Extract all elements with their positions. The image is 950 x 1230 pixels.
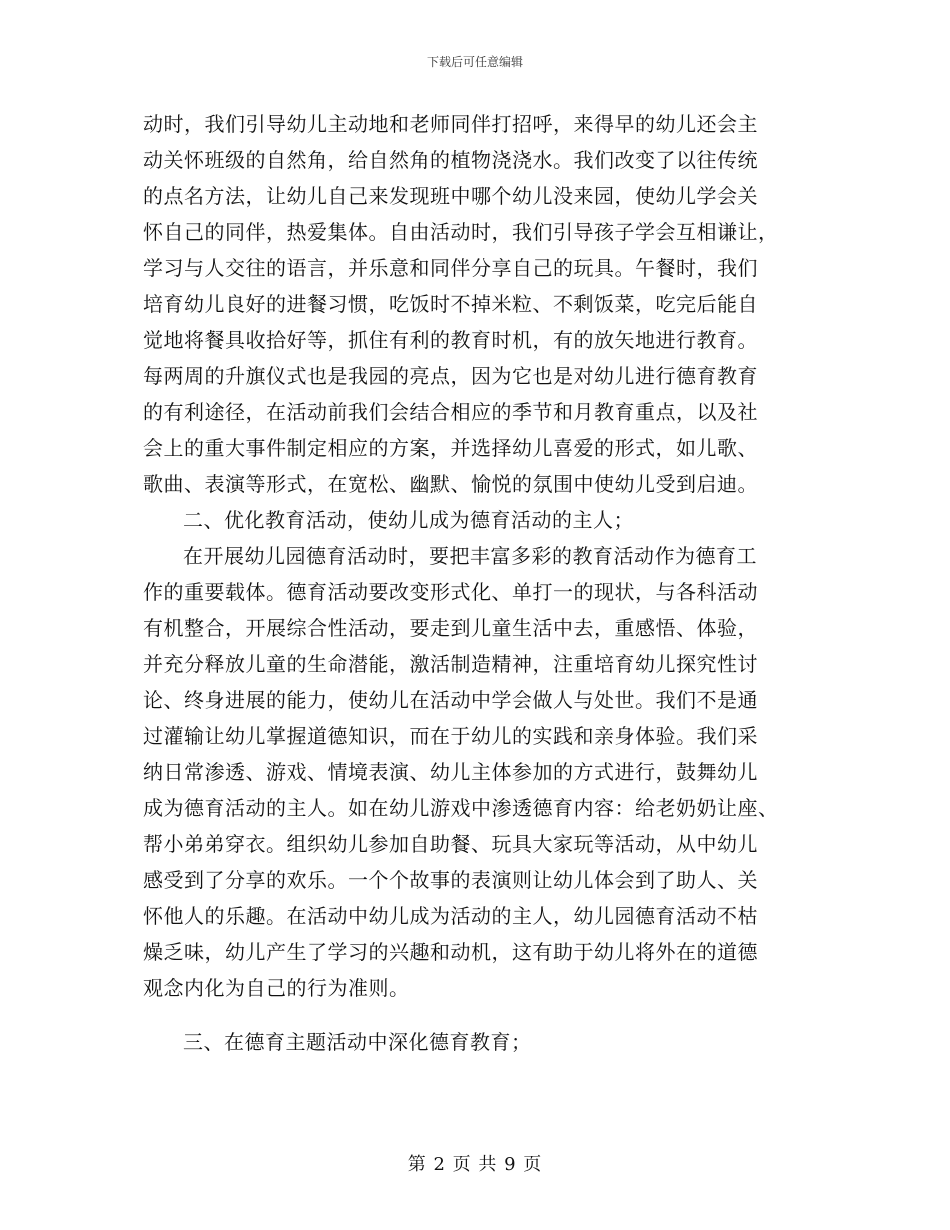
paragraph-2: [143, 538, 815, 1006]
paragraph-2-line: 燥乏味，幼儿产生了学习的兴趣和动机，这有助于幼儿将外在的道德: [143, 940, 758, 964]
paragraph-1-line: 歌曲、表演等形式，在宽松、幽默、愉悦的氛围中使幼儿受到启迪。: [143, 472, 758, 496]
paragraph-1-line: 每两周的升旗仪式也是我园的亮点，因为它也是对幼儿进行德育教育: [143, 364, 758, 388]
paragraph-1-line: 培育幼儿良好的进餐习惯，吃饭时不掉米粒、不剩饭菜，吃完后能自: [143, 292, 758, 316]
page-header: 下载后可任意编辑: [426, 55, 523, 69]
paragraph-gap: [143, 1006, 815, 1024]
paragraph-1-line: 的点名方法，让幼儿自己来发现班中哪个幼儿没来园，使幼儿学会关: [143, 184, 758, 208]
paragraph-2-line: 过灌输让幼儿掌握道德知识，而在于幼儿的实践和亲身体验。我们采: [143, 724, 758, 748]
paragraph-2-line: 感受到了分享的欢乐。一个个故事的表演则让幼儿体会到了助人、关: [143, 868, 758, 892]
paragraph-2-line: 成为德育活动的主人。如在幼儿游戏中渗透德育内容：给老奶奶让座、: [143, 796, 779, 820]
paragraph-1-line: 学习与人交往的语言，并乐意和同伴分享自己的玩具。午餐时，我们: [143, 256, 758, 280]
section-heading-2: 二、优化教育活动，使幼儿成为德育活动的主人；: [183, 508, 634, 532]
section-heading-3: 三、在德育主题活动中深化德育教育；: [183, 1030, 532, 1054]
paragraph-2-line: 纳日常渗透、游戏、情境表演、幼儿主体参加的方式进行，鼓舞幼儿: [143, 760, 758, 784]
paragraph-1-line: 动时，我们引导幼儿主动地和老师同伴打招呼，来得早的幼儿还会主: [143, 112, 758, 136]
paragraph-1-line: 动关怀班级的自然角，给自然角的植物浇浇水。我们改变了以往传统: [143, 148, 758, 172]
page-number-footer: 第 2 页 共 9 页: [407, 1154, 543, 1175]
paragraph-2-line: 作的重要载体。德育活动要改变形式化、单打一的现状，与各科活动: [143, 580, 758, 604]
paragraph-2-line: 有机整合，开展综合性活动，要走到儿童生活中去，重感悟、体验，: [143, 616, 758, 640]
paragraph-2-line: 并充分释放儿童的生命潜能，激活制造精神，注重培育幼儿探究性讨: [143, 652, 758, 676]
paragraph-1-line: 会上的重大事件制定相应的方案，并选择幼儿喜爱的形式，如儿歌、: [143, 436, 758, 460]
paragraph-1: [143, 106, 815, 502]
paragraph-2-line: 论、终身进展的能力，使幼儿在活动中学会做人与处世。我们不是通: [143, 688, 758, 712]
paragraph-1-line: 觉地将餐具收拾好等，抓住有利的教育时机，有的放矢地进行教育。: [143, 328, 758, 352]
paragraph-2-line: 帮小弟弟穿衣。组织幼儿参加自助餐、玩具大家玩等活动，从中幼儿: [143, 832, 758, 856]
document-body: [143, 106, 815, 1060]
paragraph-2-line: 观念内化为自己的行为准则。: [143, 976, 410, 1000]
paragraph-1-line: 的有利途径，在活动前我们会结合相应的季节和月教育重点，以及社: [143, 400, 758, 424]
paragraph-2-line: 怀他人的乐趣。在活动中幼儿成为活动的主人，幼儿园德育活动不枯: [143, 904, 758, 928]
paragraph-2-line: 在开展幼儿园德育活动时，要把丰富多彩的教育活动作为德育工: [183, 544, 757, 568]
paragraph-1-line: 怀自己的同伴，热爱集体。自由活动时，我们引导孩子学会互相谦让，: [143, 220, 779, 244]
